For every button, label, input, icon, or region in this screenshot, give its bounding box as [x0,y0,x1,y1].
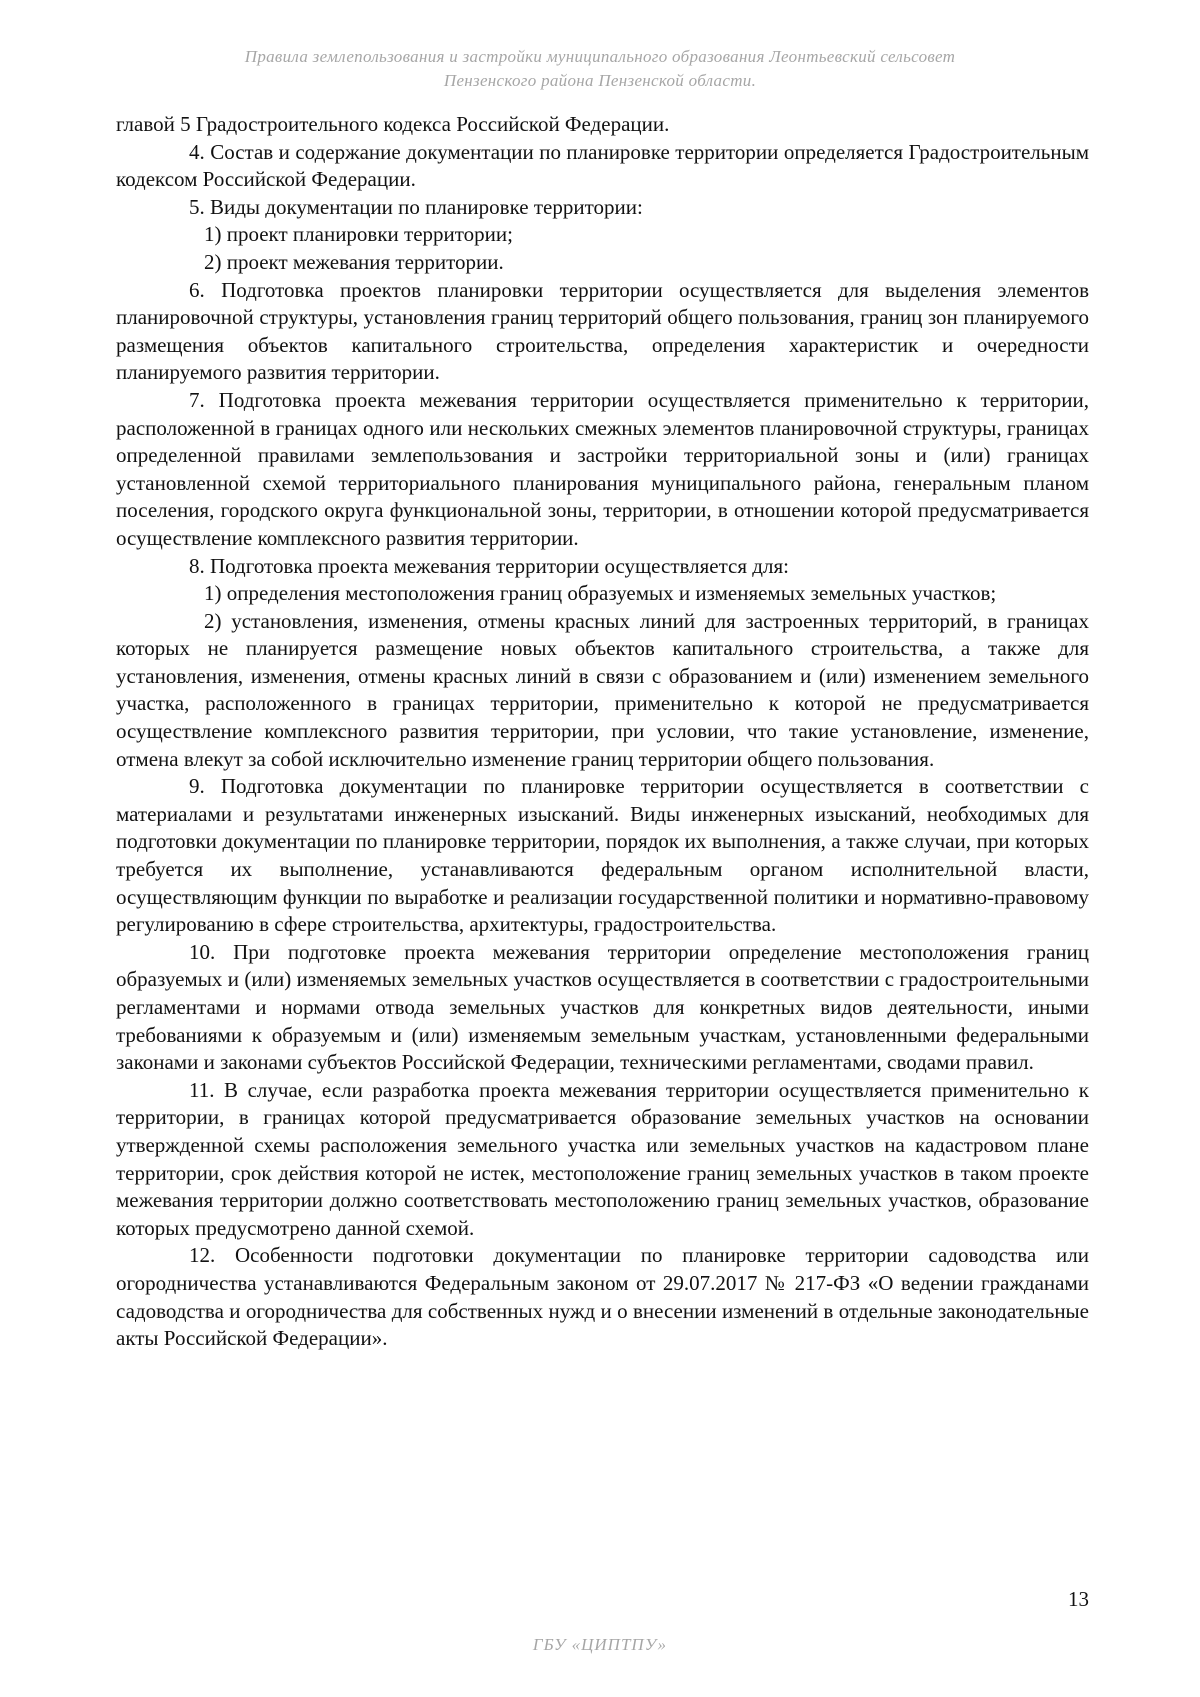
header-line-1: Правила землепользования и застройки муниципального образования Леонтьевский сельсовет [244,47,956,66]
paragraph-7: 7. Подготовка проекта межевания территории осуществляется применительно к территории, расположенной в границах одного или нескольких смежных элементов планировочной структуры, границах определенной правилами землепользования и застройки территориальной зоны и (или) границах установленной схемой территориального планирования муниципального района, генеральным планом поселения, городского округа функциональной зоны, территории, в отношении которой предусматривается осуществление комплексного развития территории. [116,387,1089,550]
page-footer: ГБУ «ЦИПТПУ» [532,1635,668,1654]
list-item-5-2: 2) проект межевания территории. [204,249,504,274]
paragraph-4: 4. Состав и содержание документации по планировке территории определяется Градостроительным кодексом Российской Федерации. [116,139,1089,192]
list-item-8-1: 1) определения местоположения границ образуемых и изменяемых земельных участков; [204,581,997,606]
paragraph-5: 5. Виды документации по планировке территории: [189,194,643,219]
list-item-8-2: 2) установления, изменения, отмены красных линий для застроенных территорий, в границах которых не планируется размещение новых объектов капитального строительства, а также для установления, изменения, отмены красных линий в связи с образованием и (или) изменением земельного участка, расположенного в границах территории, применительно к которой не предусматривается осуществление комплексного развития территории, при условии, что такие установление, изменение, отмена влекут за собой исключительно изменение границ территории общего пользования. [116,608,1089,771]
list-item-5-1: 1) проект планировки территории; [204,222,513,247]
document-body [116,111,1089,1353]
paragraph-12: 12. Особенности подготовки документации по планировке территории садоводства или огородничества устанавливаются Федеральным законом от 29.07.2017 № 217-ФЗ «О ведении гражданами садоводства и огородничества для собственных нужд и о внесении изменений в отдельные законодательные акты Российской Федерации». [116,1243,1089,1351]
paragraph-11: 11. В случае, если разработка проекта межевания территории осуществляется применительно к территории, в границах которой предусматривается образование земельных участков на основании утвержденной схемы расположения земельного участка или земельных участков на кадастровом плане территории, срок действия которой не истек, местоположение границ земельных участков в таком проекте межевания территории должно соответствовать местоположению границ земельных участков, образование которых предусмотрено данной схемой. [116,1077,1089,1240]
paragraph-9: 9. Подготовка документации по планировке территории осуществляется в соответствии с материалами и результатами инженерных изысканий. Виды инженерных изысканий, необходимых для подготовки документации по планировке территории, порядок их выполнения, а также случаи, при которых требуется их выполнение, устанавливаются федеральным органом исполнительной власти, осуществляющим функции по выработке и реализации государственной политики и нормативно-правовому регулированию в сфере строительства, архитектуры, градостроительства. [116,774,1089,937]
header-line-2: Пензенского района Пензенской области. [443,71,757,90]
paragraph-6: 6. Подготовка проектов планировки территории осуществляется для выделения элементов планировочной структуры, установления границ территорий общего пользования, границ зон планируемого размещения объектов капитального строительства, определения характеристик и очередности планируемого развития территории. [116,277,1089,385]
paragraph-8: 8. Подготовка проекта межевания территории осуществляется для: [189,553,789,578]
page-header [0,45,1200,93]
paragraph-continuation: главой 5 Градостроительного кодекса Российской Федерации. [116,112,670,136]
paragraph-10: 10. При подготовке проекта межевания территории определение местоположения границ образуемых и (или) изменяемых земельных участков осуществляется в соответствии с градостроительными регламентами и нормами отвода земельных участков для конкретных видов деятельности, иными требованиями к образуемым и (или) изменяемым земельным участкам, установленными федеральными законами и законами субъектов Российской Федерации, техническими регламентами, сводами правил. [116,939,1089,1075]
page-number: 13 [1068,1587,1089,1611]
